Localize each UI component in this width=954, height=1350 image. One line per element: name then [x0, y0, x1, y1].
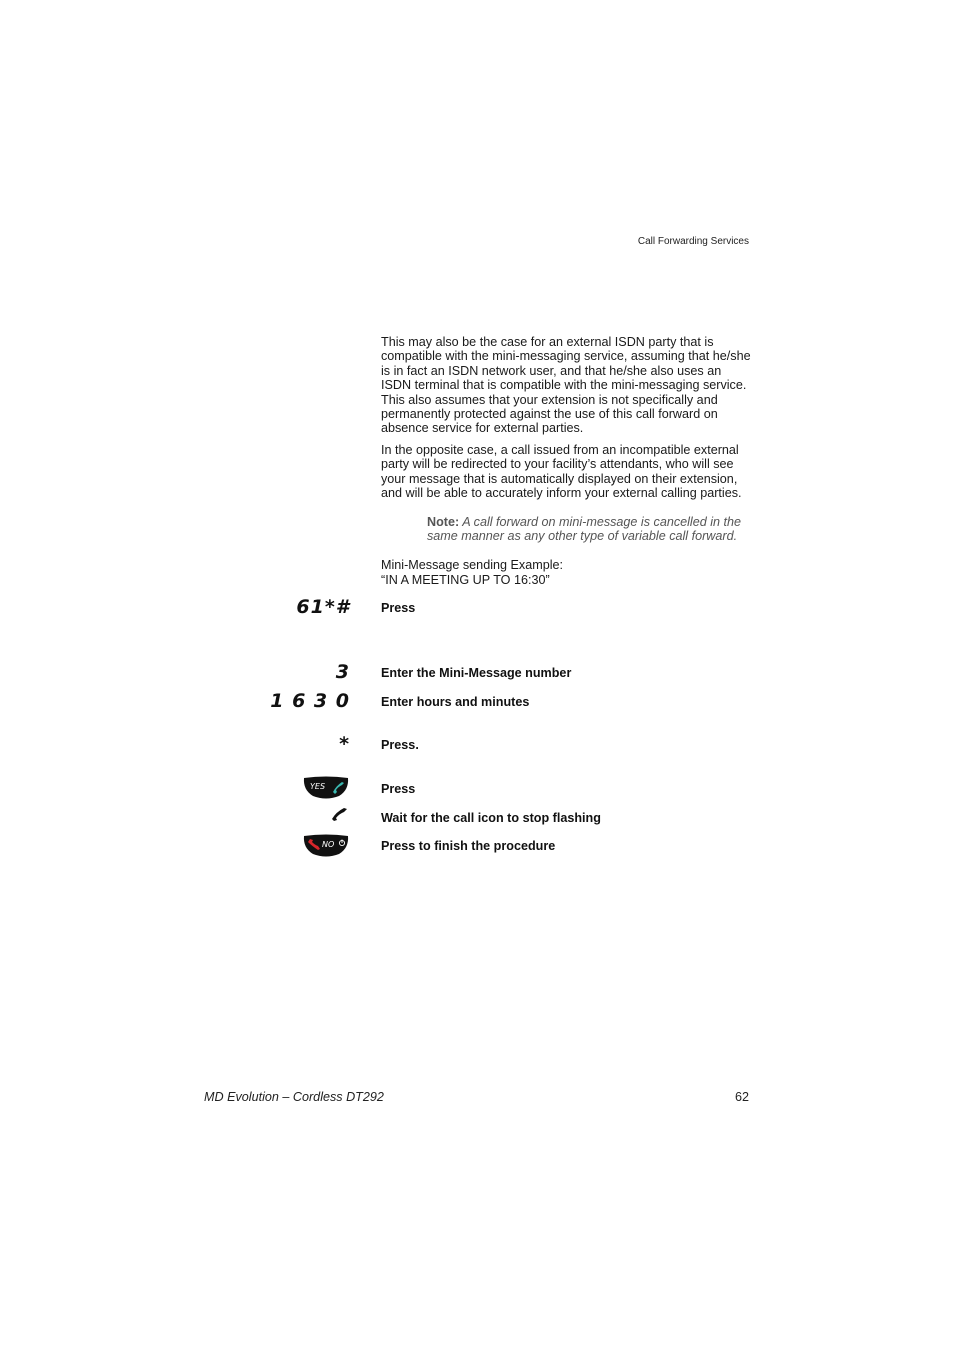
yes-key-label: YES: [310, 782, 326, 791]
note-label: Note:: [427, 515, 460, 529]
step-text-press-yes: Press: [381, 782, 416, 796]
body-paragraph-1: This may also be the case for an external ISDN party that is compatible with the mini-messaging service, assuming that he/she is in fact an ISDN network user, and that he/she also uses an ISDN terminal that is compatible with the mini-messaging service. This also assumes that your extension is not specifically and permanently protected against the use of this call forward on absence service for external parties.: [381, 335, 751, 436]
example-heading: Mini-Message sending Example:: [381, 558, 563, 572]
page-number: 62: [734, 1090, 749, 1104]
step-text-wait-call-icon: Wait for the call icon to stop flashing: [381, 811, 601, 825]
step-text-press-no: Press to finish the procedure: [381, 839, 556, 853]
key-3: 3: [335, 661, 350, 683]
key-sequence-1630: 1 6 3 0: [270, 690, 350, 712]
note-text: A call forward on mini-message is cancelled in the same manner as any other type of variable call forward.: [427, 515, 742, 544]
example-message: “IN A MEETING UP TO 16:30”: [381, 573, 550, 587]
footer-title: MD Evolution – Cordless DT292: [204, 1090, 384, 1104]
no-key-icon: [302, 834, 350, 857]
step-text-enter-time: Enter hours and minutes: [381, 695, 530, 709]
step-text-press: Press: [381, 601, 416, 615]
step-text-press-star: Press.: [381, 738, 419, 752]
no-key-label: NO: [322, 840, 335, 849]
note-block: [427, 515, 749, 544]
body-paragraph-2: In the opposite case, a call issued from an incompatible external party will be redirected to your facility’s attendants, who will see your message that is automatically displayed on their extension, and will be able to accurately inform your external calling parties.: [381, 443, 742, 501]
key-star: *: [339, 733, 350, 755]
step-text-enter-number: Enter the Mini-Message number: [381, 666, 572, 680]
key-sequence-61-star-hash: 61*#: [296, 596, 350, 618]
running-header: Call Forwarding Services: [637, 236, 749, 247]
handset-icon: [330, 807, 350, 821]
yes-key-icon: [302, 776, 350, 799]
